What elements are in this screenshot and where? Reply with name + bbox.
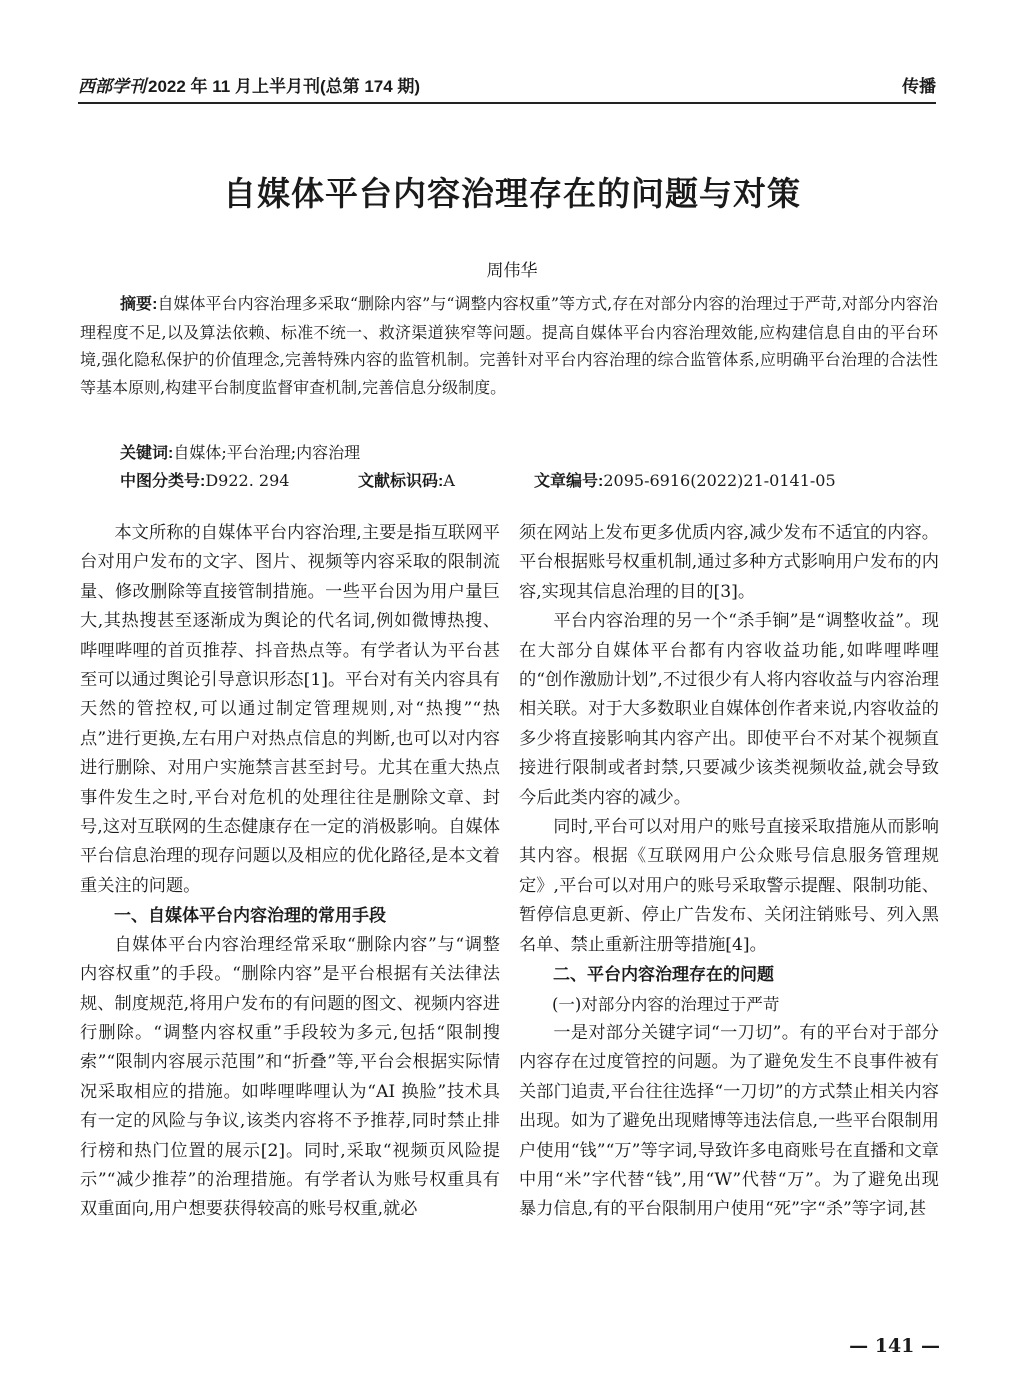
- article-no-label: 文章编号:: [534, 473, 604, 490]
- section-name: 传播: [902, 77, 936, 96]
- classification-label: 中图分类号:: [120, 473, 206, 490]
- section-heading-2: 二、平台内容治理存在的问题: [553, 965, 774, 985]
- header-divider: [78, 102, 936, 104]
- author-name: 周伟华: [486, 261, 538, 281]
- article-number: [534, 468, 836, 491]
- abstract-label: 摘要:: [120, 296, 158, 313]
- page-number: — 141 —: [849, 1335, 940, 1357]
- intro-paragraph: 本文所称的自媒体平台内容治理,主要是指互联网平台对用户发布的文字、图片、视频等内容采取的限制流量、修改删除等直接管制措施。一些平台因为用户量巨大,其热搜甚至逐渐成为舆论的代名词,例如微博热搜、哔哩哔哩的首页推荐、抖音热点等。有学者认为平台甚至可以通过舆论引导意识形态[1]。平台对有关内容具有天然的管控权,可以通过制定管理规则,对“热搜”“热点”进行更换,左右用户对热点信息的判断,也可以对内容进行删除、对用户实施禁言甚至封号。尤其在重大热点事件发生之时,平台对危机的处理往往是删除文章、封号,这对互联网的生态健康存在一定的消极影响。自媒体平台信息治理的现存问题以及相应的优化路径,是本文着重关注的问题。: [80, 523, 500, 896]
- journal-info: [78, 72, 420, 97]
- subsection-heading: (一)对部分内容的治理过于严苛: [552, 994, 780, 1014]
- abstract-text: 自媒体平台内容治理多采取“删除内容”与“调整内容权重”等方式,存在对部分内容的治理过于严苛,对部分内容治理程度不足,以及算法依赖、标准不统一、救济渠道狭窄等问题。提高自媒体平台内容治理效能,应构建信息自由的平台环境,强化隐私保护的价值理念,完善特殊内容的监管机制。完善针对平台内容治理的综合监管体系,应明确平台治理的合法性等基本原则,构建平台制度监督审查机制,完善信息分级制度。: [80, 294, 938, 397]
- classification-value: D922. 294: [205, 471, 290, 490]
- section-1-paragraph: 自媒体平台内容治理经常采取“删除内容”与“调整内容权重”的手段。“删除内容”是平台根据有关法律法规、制度规范,将用户发布的有问题的图文、视频内容进行删除。“调整内容权重”手段较为多元,包括“限制搜索”“限制内容展示范围”和“折叠”等,平台会根据实际情况采取相应的措施。如哔哩哔哩认为“AI 换脸”技术具有一定的风险与争议,该类内容将不予推荐,同时禁止排行榜和热门位置的展示[2]。同时,采取“视频页风险提示”“减少推荐”的治理措施。有学者认为账号权重具有双重面向,用户想要获得较高的账号权重,就必: [80, 934, 500, 1220]
- article-title: 自媒体平台内容治理存在的问题与对策: [223, 174, 801, 213]
- left-column: [80, 519, 500, 1225]
- issue-text: 2022 年 11 月上半月刊(总第 174 期): [148, 77, 421, 96]
- abstract: [80, 290, 938, 401]
- doc-code-value: A: [443, 471, 455, 490]
- journal-logo: 西部学刊: [78, 77, 146, 97]
- running-header: [78, 70, 936, 100]
- keywords: [120, 440, 360, 463]
- account-paragraph: 同时,平台可以对用户的账号直接采取措施从而影响其内容。根据《互联网用户公众账号信息服务管理规定》,平台可以对用户的账号采取警示提醒、限制功能、暂停信息更新、停止广告发布、关闭注销账号、列入黑名单、禁止重新注册等措施[4]。: [519, 817, 939, 955]
- keywords-label: 关键词:: [120, 445, 174, 462]
- continued-paragraph: 须在网站上发布更多优质内容,减少发布不适宜的内容。平台根据账号权重机制,通过多种方式影响用户发布的内容,实现其信息治理的目的[3]。: [519, 523, 939, 602]
- keywords-text: 自媒体;平台治理;内容治理: [173, 443, 361, 462]
- right-column: [519, 519, 939, 1225]
- doc-code-label: 文献标识码:: [358, 473, 444, 490]
- article-no-value: 2095-6916(2022)21-0141-05: [603, 471, 836, 490]
- classification-number: [120, 468, 289, 491]
- document-code: [358, 468, 455, 491]
- section-heading-1: 一、自媒体平台内容治理的常用手段: [114, 906, 386, 926]
- revenue-paragraph: 平台内容治理的另一个“杀手锏”是“调整收益”。现在大部分自媒体平台都有内容收益功能,如哔哩哔哩的“创作激励计划”,不过很少有人将内容收益与内容治理相关联。对于大多数职业自媒体创作者来说,内容收益的多少将直接影响其内容产出。即使平台不对某个视频直接进行限制或者封禁,只要减少该类视频收益,就会导致今后此类内容的减少。: [519, 611, 939, 808]
- problem-paragraph: 一是对部分关键字词“一刀切”。有的平台对于部分内容存在过度管控的问题。为了避免发生不良事件被有关部门追责,平台往往选择“一刀切”的方式禁止相关内容出现。如为了避免出现赌博等违法信息,一些平台限制用户使用“钱”“万”等字词,导致许多电商账号在直播和文章中用“米”字代替“钱”,用“W”代替“万”。为了避免出现暴力信息,有的平台限制用户使用“死”字“杀”等字词,甚: [519, 1022, 939, 1220]
